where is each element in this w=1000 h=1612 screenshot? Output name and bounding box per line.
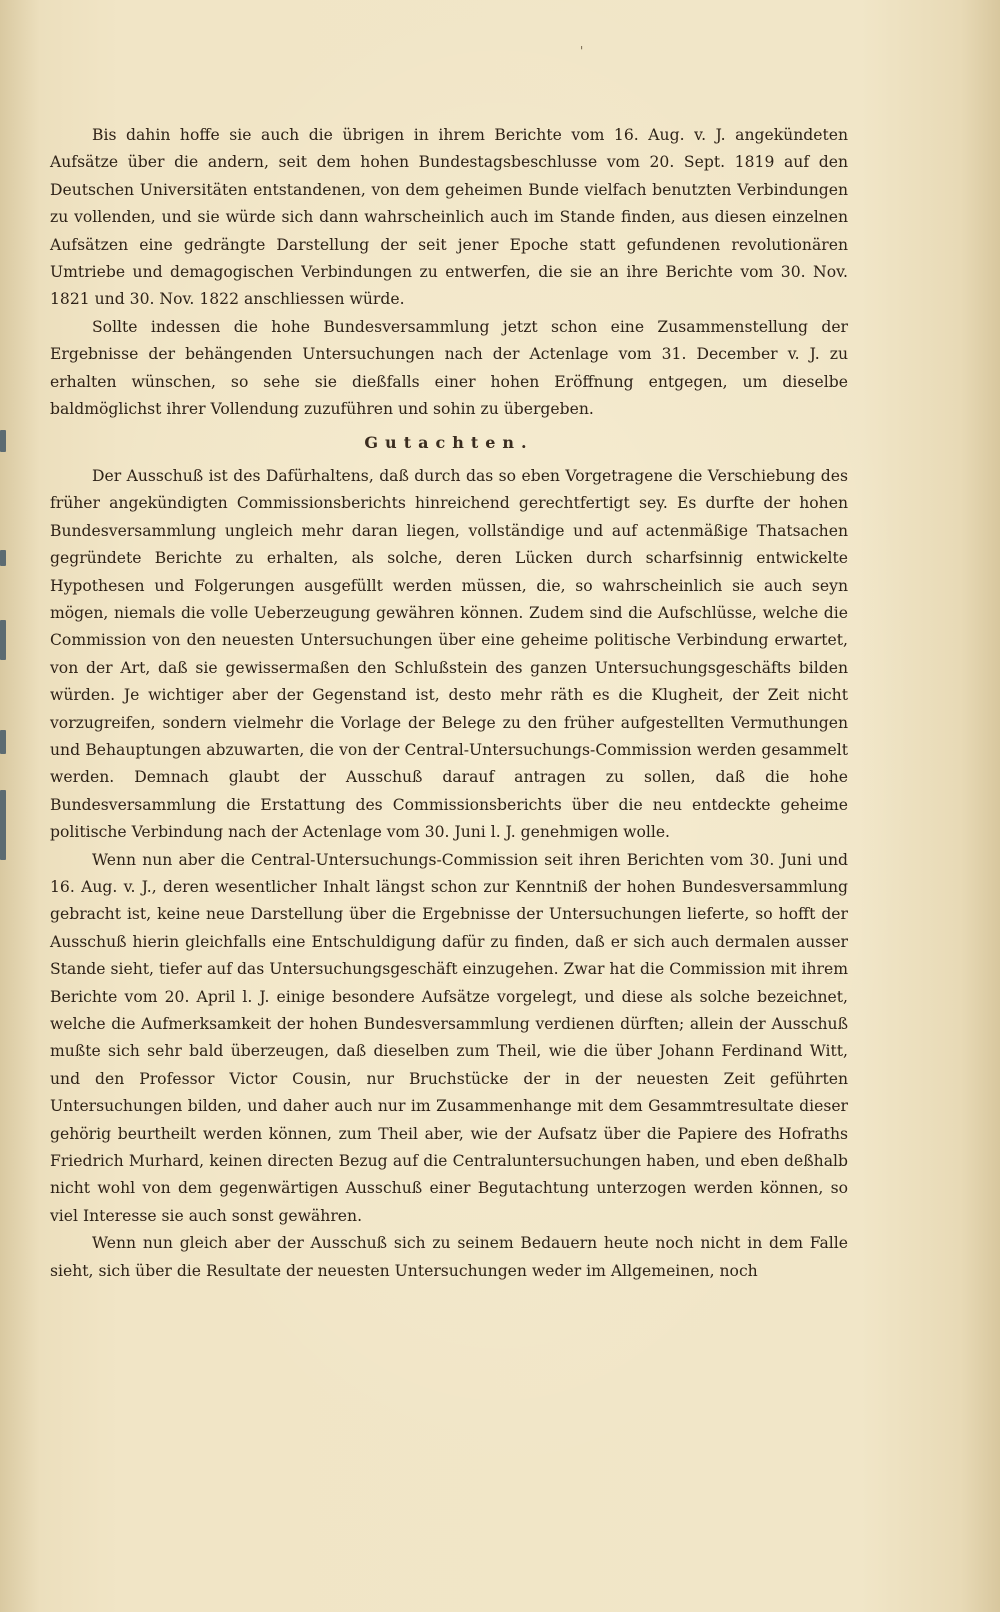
binding-mark <box>0 430 6 452</box>
binding-mark <box>0 790 6 860</box>
intro-paragraph-2: Sollte indessen die hohe Bundesversammlung jetzt schon eine Zusammenstellung der Ergebnisse der behängenden Untersuchungen nach der Actenlage vom 31. December v. J. zu erhalten wünschen, so sehe sie dießfalls einer hohen Eröffnung entgegen, um dieselbe baldmöglichst ihrer Vollendung zuzuführen und sohin zu übergeben. <box>50 317 848 419</box>
body-paragraph-1: Der Ausschuß ist des Dafürhaltens, daß durch das so eben Vorgetragene die Verschiebung des früher angekündigten Commissionsberichts hinreichend gerechtfertigt sey. Es durfte der hohen Bundesversammlung ungleich mehr daran liegen, vollständige und auf actenmäßige Thatsachen gegründete Berichte zu erhalten, als solche, deren Lücken durch scharfsinnig entwickelte Hypothesen und Folgerungen ausgefüllt werden müssen, die, so wahrscheinlich sie auch seyn mögen, niemals die volle Ueberzeugung gewähren können. Zudem sind die Aufschlüsse, welche die Commission von den neuesten Untersuchungen über eine geheime politische Verbindung erwartet, von der Art, daß sie gewissermaßen den Schlußstein des ganzen Untersuchungsgeschäfts bilden würden. Je wichtiger aber der Gegenstand ist, desto mehr räth es die Klugheit, der Zeit nicht vorzugreifen, sondern vielmehr die Vorlage der Belege zu den früher aufgestellten Vermuthungen und Behauptungen abzuwarten, die von der Central-Untersuchungs-Commission werden gesammelt werden. Demnach glaubt der Ausschuß darauf antragen zu sollen, daß die hohe Bundesversammlung die Erstattung des Commissionsberichts über die neu entdeckte geheime politische Verbindung nach der Actenlage vom 30. Juni l. J. genehmigen wolle. <box>50 466 848 842</box>
binding-edge <box>0 430 10 950</box>
intro-paragraph-1: Bis dahin hoffe sie auch die übrigen in ihrem Berichte vom 16. Aug. v. J. angekündeten Aufsätze über die andern, seit dem hohen Bundestagsbeschlusse vom 20. Sept. 1819 auf den Deutschen Universitäten entstandenen, von dem geheimen Bunde vielfach benutzten Verbindungen zu vollenden, und sie würde sich dann wahrscheinlich auch im Stande finden, aus diesen einzelnen Aufsätzen eine gedrängte Darstellung der seit jener Epoche statt gefundenen revolutionären Umtriebe und demagogischen Verbindungen zu entwerfen, die sie an ihre Berichte vom 30. Nov. 1821 und 30. Nov. 1822 anschliessen würde. <box>50 126 848 309</box>
binding-mark <box>0 550 6 566</box>
section-heading: Gutachten. <box>364 433 534 453</box>
document-text <box>50 122 848 1285</box>
body-paragraph-2: Wenn nun aber die Central-Untersuchungs-Commission seit ihren Berichten vom 30. Juni und 16. Aug. v. J., deren wesentlicher Inhalt längst schon zur Kenntniß der hohen Bundesversammlung gebracht ist, keine neue Darstellung über die Ergebnisse der Untersuchungen lieferte, so hofft der Ausschuß hierin gleichfalls eine Entschuldigung dafür zu finden, daß er sich auch dermalen ausser Stande sieht, tiefer auf das Untersuchungsgeschäft einzugehen. Zwar hat die Commission mit ihrem Berichte vom 20. April l. J. einige besondere Aufsätze vorgelegt, und diese als solche bezeichnet, welche die Aufmerksamkeit der hohen Bundesversammlung verdienen dürften; allein der Ausschuß mußte sich sehr bald überzeugen, daß dieselben zum Theil, wie die über Johann Ferdinand Witt, und den Professor Victor Cousin, nur Bruchstücke der in der neuesten Zeit geführten Untersuchungen bilden, und daher auch nur im Zusammenhange mit dem Gesammtresultate dieser gehörig beurtheilt werden können, zum Theil aber, wie der Aufsatz über die Papiere des Hofraths Friedrich Murhard, keinen directen Bezug auf die Centraluntersuchungen haben, und eben deßhalb nicht wohl von dem gegenwärtigen Ausschuß einer Begutachtung unterzogen werden können, so viel Interesse sie auch sonst gewähren. <box>50 850 848 1225</box>
binding-mark <box>0 620 6 660</box>
binding-mark <box>0 730 6 754</box>
body-paragraph-3: Wenn nun gleich aber der Ausschuß sich zu seinem Bedauern heute noch nicht in dem Falle sieht, sich über die Resultate der neuesten Untersuchungen weder im Allgemeinen, noch <box>50 1234 848 1280</box>
page-mark: ' <box>580 44 584 58</box>
